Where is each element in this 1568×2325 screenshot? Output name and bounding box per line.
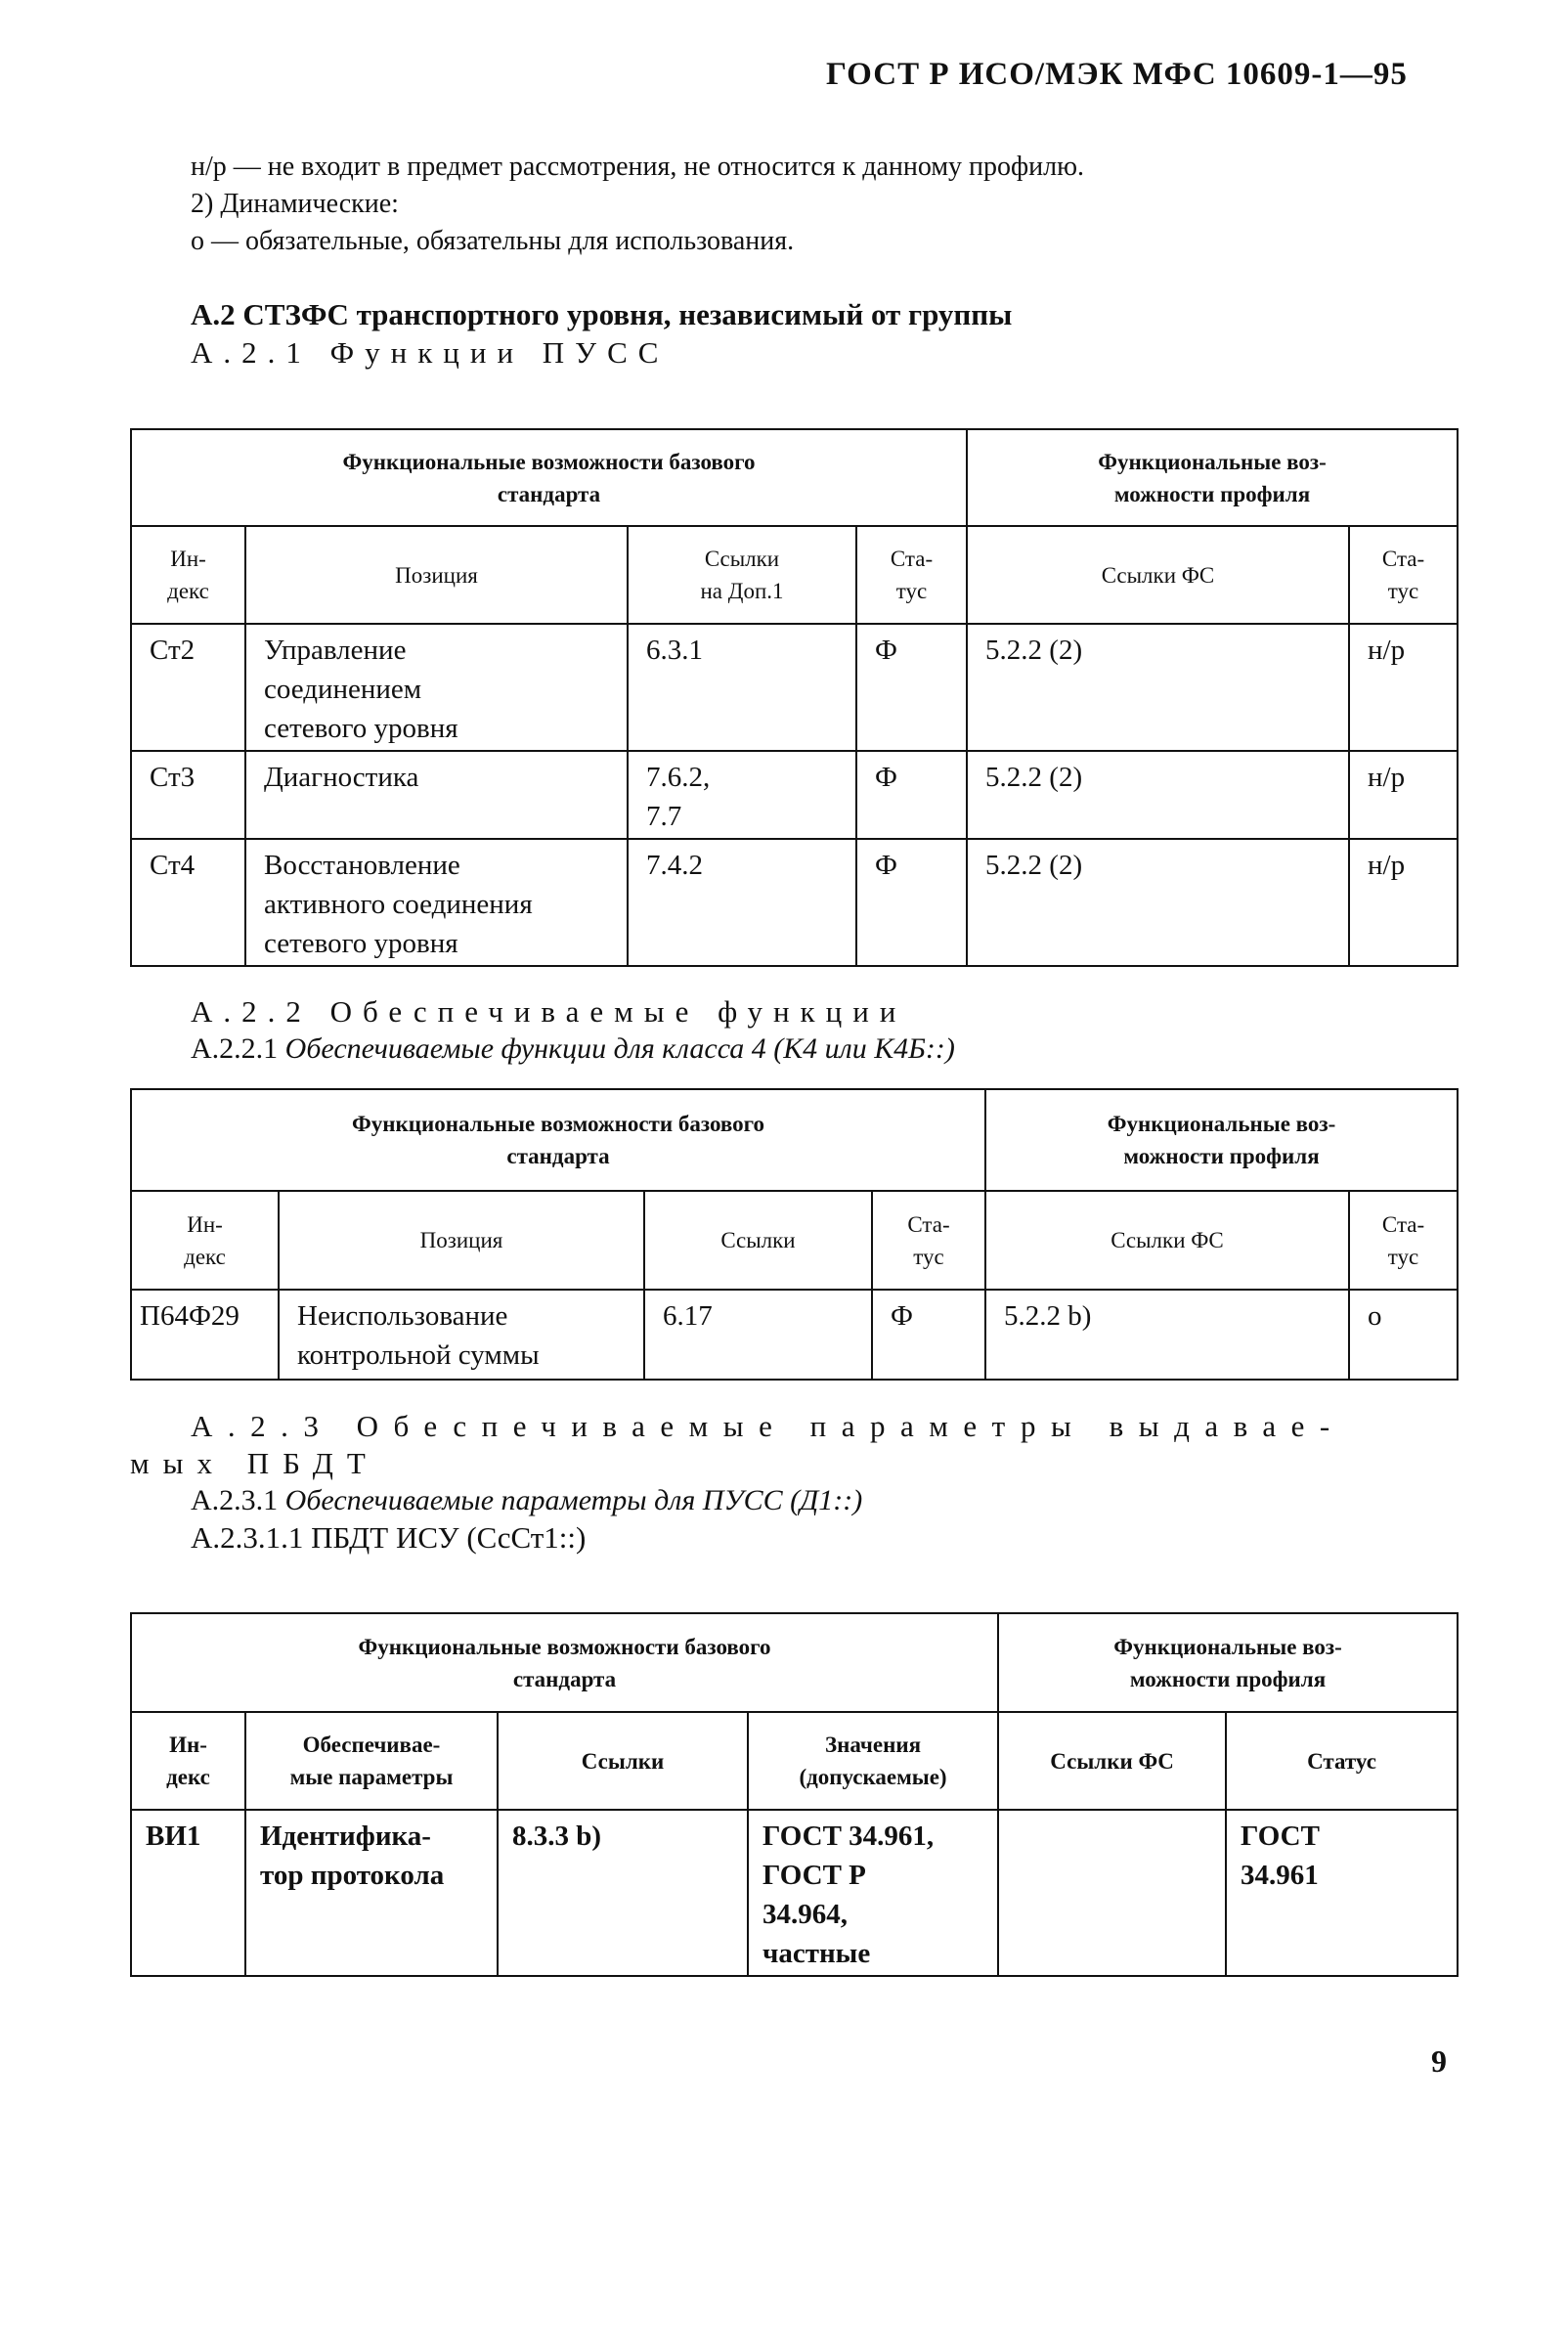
group-header-base: Функциональные возможности базового стандарта xyxy=(131,1089,985,1191)
col-header-fs-refs: Ссылки ФС xyxy=(967,526,1349,624)
table-row xyxy=(131,751,1458,839)
section-heading-a231: А.2.3.1 Обеспечиваемые параметры для ПУСС (Д1::) xyxy=(191,1484,863,1516)
table-row xyxy=(131,1810,1458,1976)
cell-index: Ст2 xyxy=(131,624,245,751)
cell-refs: 8.3.3 b) xyxy=(498,1810,748,1976)
col-header-values: Значения (допускаемые) xyxy=(748,1712,998,1810)
cell-status-profile: н/р xyxy=(1349,624,1458,751)
cell-index: П64Ф29 xyxy=(131,1290,279,1380)
col-header-fs-refs: Ссылки ФС xyxy=(985,1191,1349,1290)
cell-status-profile: н/р xyxy=(1349,839,1458,966)
section-heading-a2311: А.2.3.1.1 ПБДТ ИСУ (СсСт1::) xyxy=(191,1520,587,1555)
table-provided-functions xyxy=(130,1088,1459,1381)
cell-status-profile: о xyxy=(1349,1290,1458,1380)
cell-status: Ф xyxy=(856,624,967,751)
cell-refs: 6.17 xyxy=(644,1290,872,1380)
section-heading-a2: А.2 СТЗФС транспортного уровня, независимый от группы xyxy=(191,297,1013,331)
col-header-refs: Ссылки xyxy=(644,1191,872,1290)
col-header-refs: Ссылки xyxy=(498,1712,748,1810)
col-header-position: Позиция xyxy=(279,1191,644,1290)
cell-refs: 7.4.2 xyxy=(628,839,856,966)
col-header-status: Ста- тус xyxy=(872,1191,985,1290)
cell-position: Управление соединением сетевого уровня xyxy=(245,624,628,751)
col-header-status: Ста- тус xyxy=(856,526,967,624)
cell-status: Ф xyxy=(856,751,967,839)
group-header-profile: Функциональные воз- можности профиля xyxy=(998,1613,1458,1712)
cell-fs-refs xyxy=(998,1810,1226,1976)
intro-line-1: н/р — не входит в предмет рассмотрения, не относится к данному профилю. xyxy=(191,152,1085,182)
section-heading-a23-line1: А.2.3 Обеспечиваемые параметры выдавае- xyxy=(191,1409,1345,1443)
cell-fs-refs: 5.2.2 (2) xyxy=(967,751,1349,839)
running-header: ГОСТ Р ИСО/МЭК МФС 10609-1—95 xyxy=(826,57,1408,92)
cell-fs-refs: 5.2.2 b) xyxy=(985,1290,1349,1380)
col-header-status-profile: Ста- тус xyxy=(1349,1191,1458,1290)
cell-index: Ст4 xyxy=(131,839,245,966)
group-header-profile: Функциональные воз- можности профиля xyxy=(967,429,1458,526)
col-header-index: Ин- декс xyxy=(131,1712,245,1810)
col-header-refs: Ссылки на Доп.1 xyxy=(628,526,856,624)
cell-status: ГОСТ 34.961 xyxy=(1226,1810,1458,1976)
cell-params: Идентифика- тор протокола xyxy=(245,1810,498,1976)
cell-status: Ф xyxy=(872,1290,985,1380)
col-header-fs-refs: Ссылки ФС xyxy=(998,1712,1226,1810)
cell-status-profile: н/р xyxy=(1349,751,1458,839)
intro-line-3: о — обязательные, обязательны для использования. xyxy=(191,226,795,256)
table-provided-params xyxy=(130,1612,1459,1977)
cell-fs-refs: 5.2.2 (2) xyxy=(967,839,1349,966)
section-heading-a221: А.2.2.1 Обеспечиваемые функции для класса 4 (К4 или К4Б::) xyxy=(191,1032,955,1065)
intro-line-2: 2) Динамические: xyxy=(191,189,399,219)
table-row xyxy=(131,839,1458,966)
section-heading-a21: А.2.1 Функции ПУСС xyxy=(191,335,670,370)
cell-position: Диагностика xyxy=(245,751,628,839)
cell-status: Ф xyxy=(856,839,967,966)
group-header-profile: Функциональные воз- можности профиля xyxy=(985,1089,1458,1191)
col-header-status: Статус xyxy=(1226,1712,1458,1810)
col-header-status-profile: Ста- тус xyxy=(1349,526,1458,624)
cell-index: ВИ1 xyxy=(131,1810,245,1976)
table-row xyxy=(131,624,1458,751)
section-heading-a23-line2: мых ПБДТ xyxy=(130,1446,379,1480)
cell-values: ГОСТ 34.961, ГОСТ Р 34.964, частные xyxy=(748,1810,998,1976)
cell-refs: 7.6.2, 7.7 xyxy=(628,751,856,839)
page-number: 9 xyxy=(1431,2043,1447,2079)
cell-fs-refs: 5.2.2 (2) xyxy=(967,624,1349,751)
cell-index: Ст3 xyxy=(131,751,245,839)
col-header-params: Обеспечивае- мые параметры xyxy=(245,1712,498,1810)
section-heading-a22: А.2.2 Обеспечиваемые функции xyxy=(191,994,907,1029)
col-header-position: Позиция xyxy=(245,526,628,624)
cell-position: Неиспользование контрольной суммы xyxy=(279,1290,644,1380)
col-header-index: Ин- декс xyxy=(131,1191,279,1290)
group-header-base: Функциональные возможности базового стандарта xyxy=(131,429,967,526)
cell-position: Восстановление активного соединения сетевого уровня xyxy=(245,839,628,966)
col-header-index: Ин- декс xyxy=(131,526,245,624)
cell-refs: 6.3.1 xyxy=(628,624,856,751)
table-functions xyxy=(130,428,1459,967)
table-row xyxy=(131,1290,1458,1380)
group-header-base: Функциональные возможности базового стандарта xyxy=(131,1613,998,1712)
